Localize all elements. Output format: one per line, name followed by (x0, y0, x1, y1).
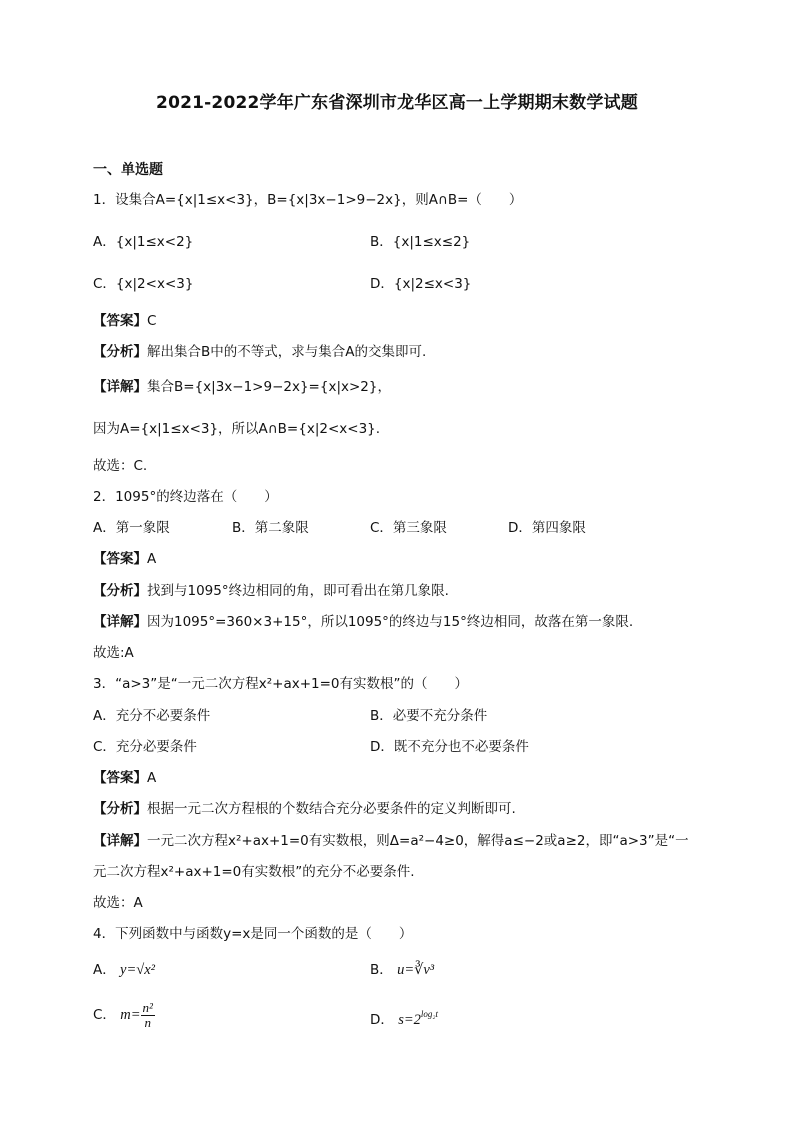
fraction-denominator: n (144, 1014, 151, 1030)
q2-answer-row (93, 549, 156, 569)
q4-option-d-label: D． (370, 1012, 394, 1028)
q3-analysis: 根据一元二次方程根的个数结合充分必要条件的定义判断即可. (147, 801, 516, 817)
q4-option-a (93, 960, 155, 980)
q1-detail-row (93, 377, 391, 397)
q3-detail-2: 元二次方程x²+ax+1=0有实数根”的充分不必要条件. (93, 864, 415, 880)
q4-option-d (370, 1004, 438, 1030)
q1-option-d: D．{x|2≤x<3} (370, 276, 472, 292)
q3-analysis-row (93, 799, 516, 819)
q1-analysis: 解出集合B中的不等式，求与集合A的交集即可. (147, 344, 427, 360)
q2-option-a: A．第一象限 (93, 520, 170, 536)
q4-option-a-formula: y=√x² (120, 962, 156, 978)
q4-option-d-formula: s=2 (398, 1012, 421, 1028)
q1-option-a: A．{x|1≤x<2} (93, 234, 194, 250)
q1-detail-1: 集合B={x|3x−1>9−2x}={x|x>2}， (147, 379, 391, 395)
q2-detail-1: 因为1095°=360×3+15°，所以1095°的终边与15°终边相同，故落在第一象限. (147, 614, 634, 630)
q3-answer: A (147, 770, 157, 786)
q4-option-c-fraction (141, 1001, 155, 1030)
q4-option-d-exponent: log₂t (420, 1009, 439, 1019)
section-heading: 一、单选题 (93, 162, 163, 178)
q3-option-b: B．必要不充分条件 (370, 708, 488, 724)
detail-tag: 【详解】 (93, 379, 147, 395)
q2-analysis-row (93, 581, 449, 601)
q3-detail-1: 一元二次方程x²+ax+1=0有实数根，则Δ=a²−4≥0，解得a≤−2或a≥2，即“a>3”是“一 (147, 833, 689, 849)
q3-option-d: D．既不充分也不必要条件 (370, 739, 529, 755)
q3-detail-row (93, 831, 689, 851)
analysis-tag: 【分析】 (93, 583, 147, 599)
q1-detail-2: 因为A={x|1≤x<3}，所以A∩B={x|2<x<3}. (93, 421, 381, 437)
q2-analysis: 找到与1095°终边相同的角，即可看出在第几象限. (147, 583, 449, 599)
answer-tag: 【答案】 (93, 313, 147, 329)
q4-option-b-formula: u=∛v³ (397, 962, 435, 978)
q4-option-b (370, 960, 434, 980)
q1-answer-row (93, 311, 156, 331)
q1-conclusion: 故选：C. (93, 458, 148, 474)
q3-stem: 3．“a>3”是“一元二次方程x²+ax+1=0有实数根”的（ ） (93, 676, 469, 692)
q2-option-c: C．第三象限 (370, 520, 447, 536)
q4-option-c-label: C． (93, 1007, 116, 1023)
answer-tag: 【答案】 (93, 770, 147, 786)
analysis-tag: 【分析】 (93, 801, 147, 817)
fraction-numerator: n² (142, 999, 153, 1015)
q3-conclusion: 故选：A (93, 895, 143, 911)
q4-option-a-label: A． (93, 962, 116, 978)
q1-answer: C (147, 313, 157, 329)
q4-option-c (93, 1000, 155, 1030)
q1-option-c: C．{x|2<x<3} (93, 276, 194, 292)
q2-stem: 2．1095°的终边落在（ ） (93, 489, 278, 505)
q4-option-c-lhs: m= (120, 1007, 141, 1023)
q2-detail-row (93, 612, 633, 632)
detail-tag: 【详解】 (93, 614, 147, 630)
q1-stem: 1．设集合A={x|1≤x<3}，B={x|3x−1>9−2x}，则A∩B=（ ） (93, 192, 523, 208)
q2-conclusion: 故选:A (93, 645, 134, 661)
q4-stem: 4．下列函数中与函数y=x是同一个函数的是（ ） (93, 926, 413, 942)
q3-answer-row (93, 768, 156, 788)
q1-option-b: B．{x|1≤x≤2} (370, 234, 471, 250)
q3-option-a: A．充分不必要条件 (93, 708, 211, 724)
q2-option-b: B．第二象限 (232, 520, 309, 536)
analysis-tag: 【分析】 (93, 344, 147, 360)
q2-option-d: D．第四象限 (508, 520, 586, 536)
q1-analysis-row (93, 342, 426, 362)
q4-option-b-label: B． (370, 962, 393, 978)
q3-option-c: C．充分必要条件 (93, 739, 197, 755)
answer-tag: 【答案】 (93, 551, 147, 567)
page-title: 2021-2022学年广东省深圳市龙华区高一上学期期末数学试题 (156, 93, 638, 113)
q2-answer: A (147, 551, 157, 567)
detail-tag: 【详解】 (93, 833, 147, 849)
